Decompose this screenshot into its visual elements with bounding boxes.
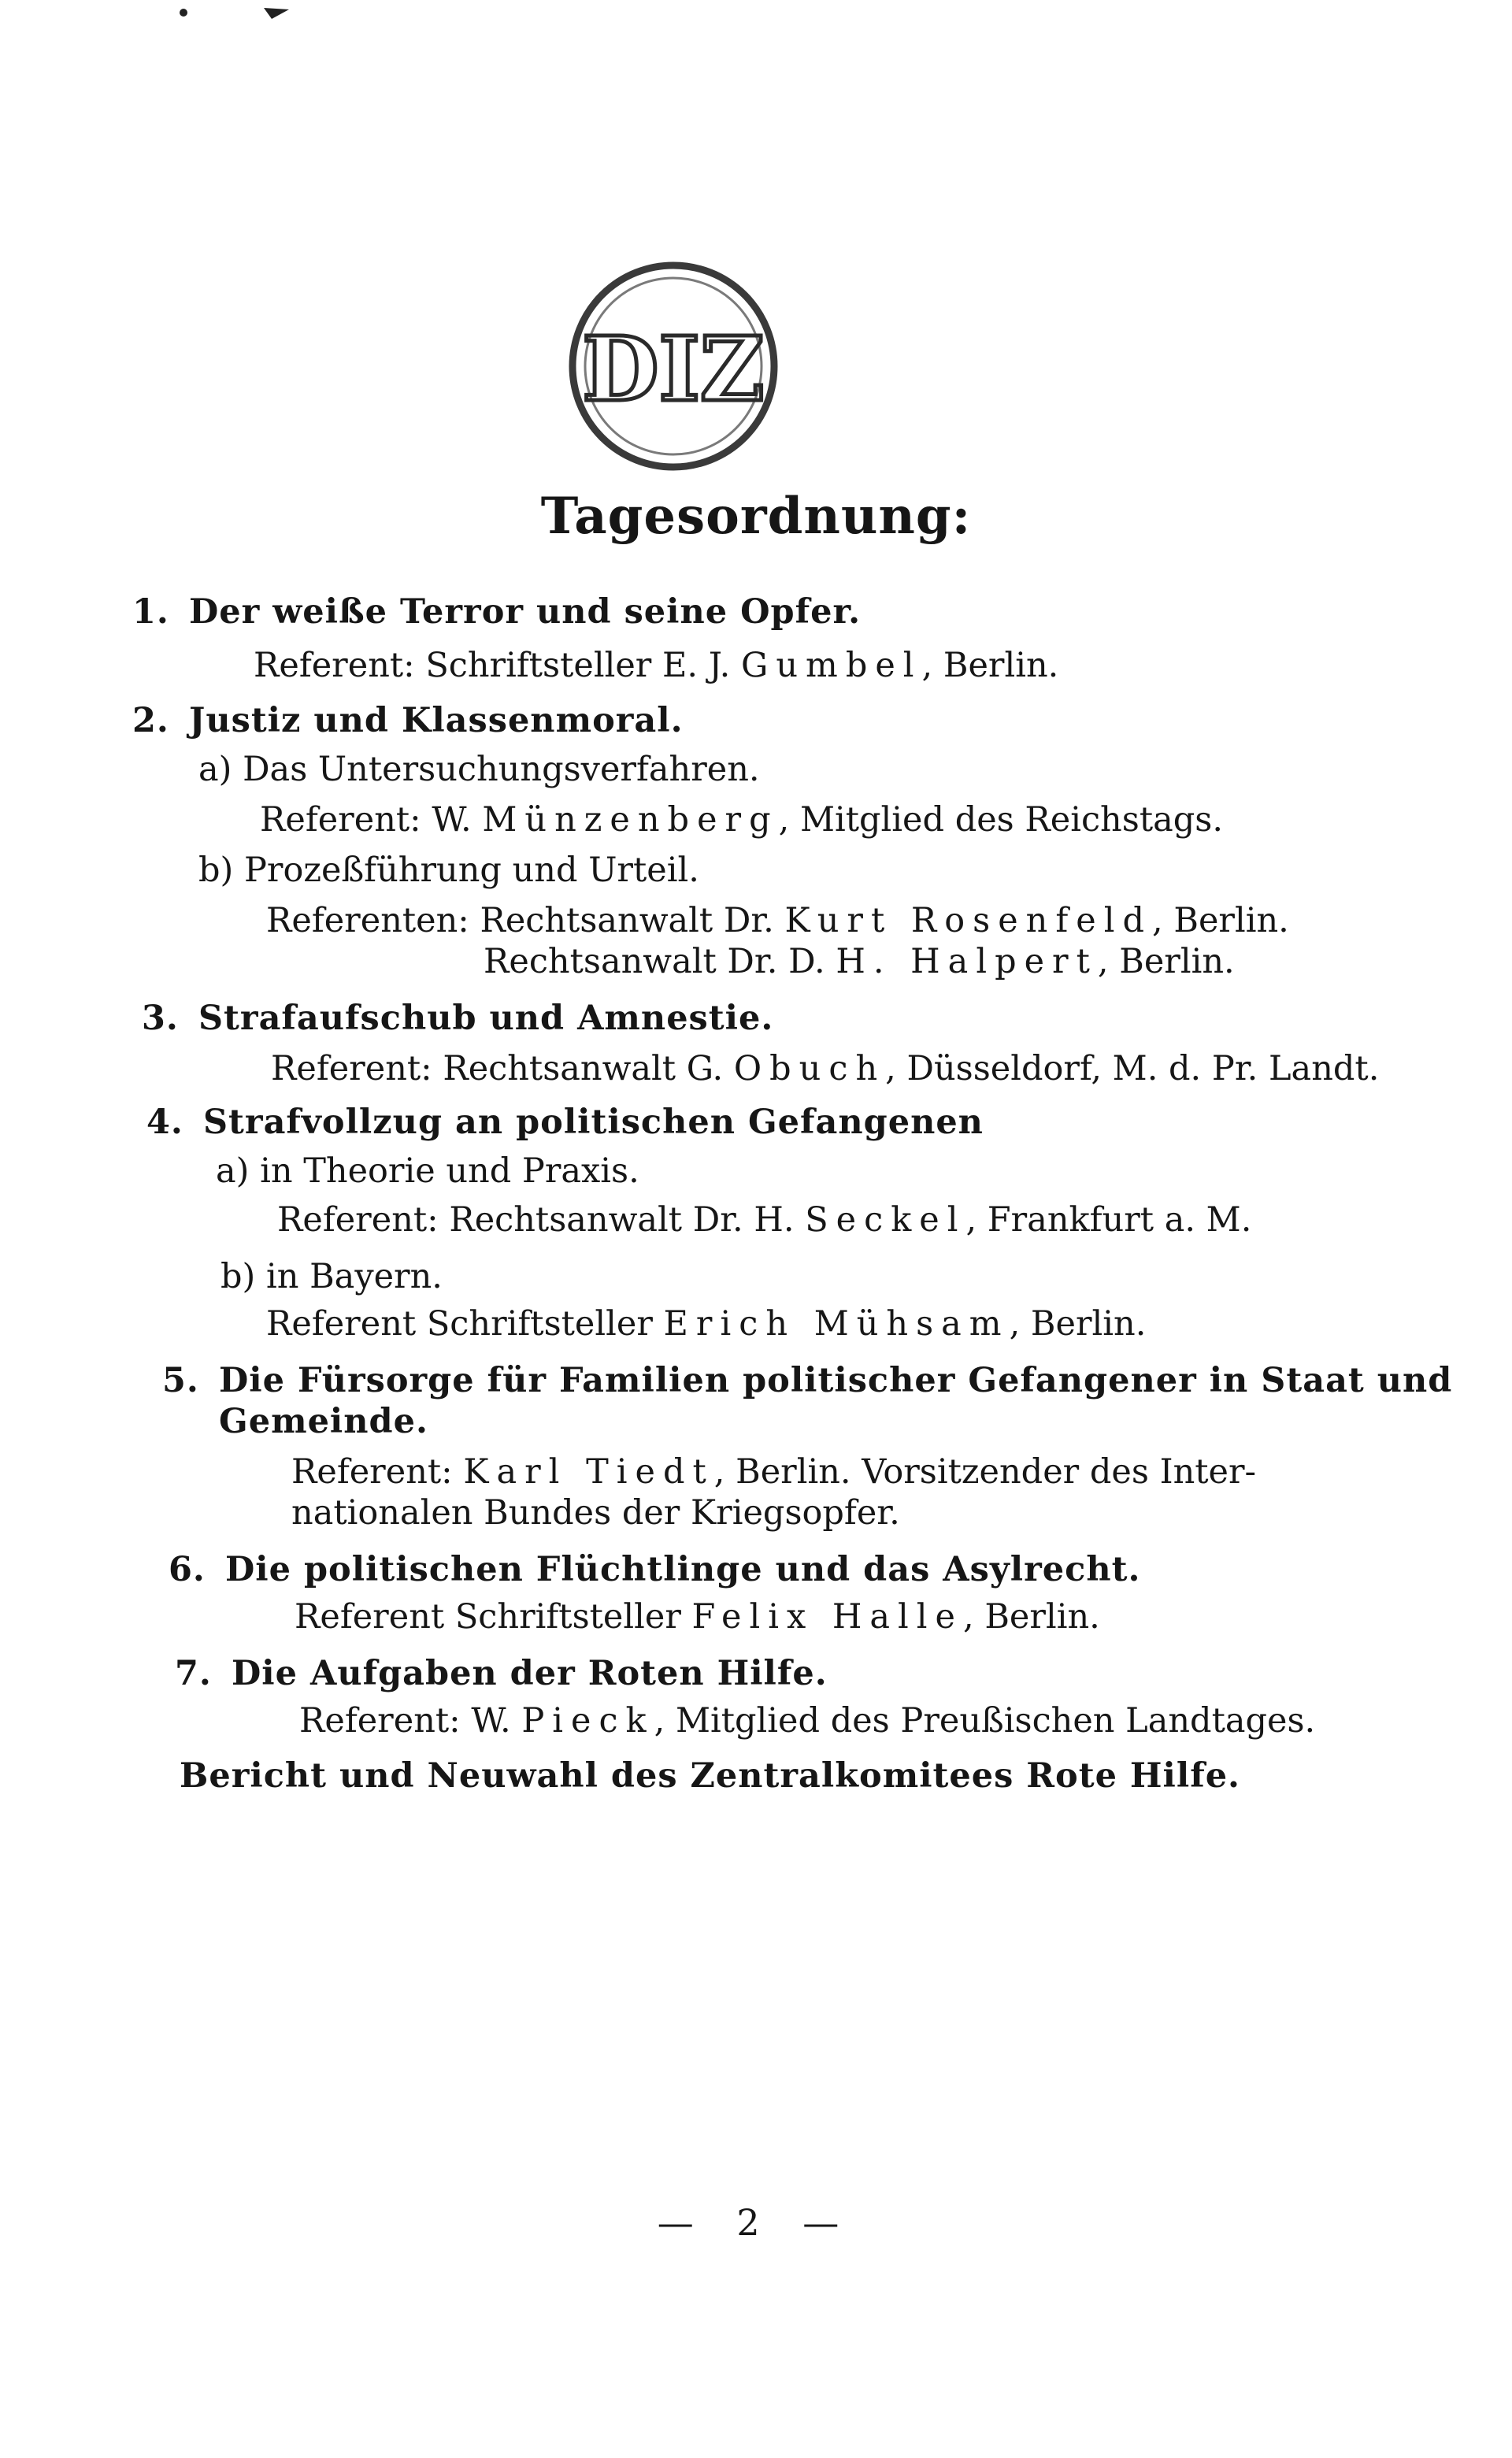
speaker-line (254, 643, 1058, 688)
item-number: 3. (142, 999, 179, 1038)
speaker-line (277, 1197, 1251, 1243)
item-heading: Strafvollzug an politischen Gefangenen (203, 1103, 984, 1142)
subitem-label: a) in Theorie und Praxis. (216, 1151, 639, 1191)
speaker-role: Referent: W. (260, 800, 483, 840)
corner-ink-marks (177, 5, 295, 22)
agenda-item-2 (132, 698, 684, 743)
speaker-role: Referent: W. (299, 1701, 522, 1741)
speaker-place: , Berlin. Vorsitzender des Inter- (713, 1452, 1257, 1492)
speaker-role: Rechtsanwalt Dr. D. (484, 942, 836, 981)
item-number: 2. (132, 701, 169, 740)
speaker-place: , Berlin. (921, 646, 1059, 685)
subitem-label: b) Prozeßführung und Urteil. (198, 851, 699, 890)
speaker-role: Referent Schriftsteller (266, 1304, 664, 1344)
archive-stamp (563, 260, 784, 473)
speaker-role: Referent: (291, 1452, 464, 1492)
speaker-place: , Berlin. (1152, 901, 1289, 940)
speaker-role: Referent: Rechtsanwalt Dr. H. (277, 1200, 806, 1240)
speaker-line (271, 1046, 1379, 1092)
subitem-label: b) in Bayern. (220, 1257, 443, 1296)
speaker-name: Felix Halle (691, 1597, 963, 1637)
speaker-place: , Mitglied des Reichstags. (778, 800, 1223, 840)
agenda-item-3 (142, 995, 773, 1041)
item-number: 7. (175, 1654, 212, 1693)
item-number: 4. (146, 1103, 183, 1142)
speaker-place: , Mitglied des Preußischen Landtages. (654, 1701, 1316, 1741)
closing-line: Bericht und Neuwahl des Zentralkomitees Rote Hilfe. (180, 1756, 1241, 1796)
speaker-place: , Frankfurt a. M. (965, 1200, 1252, 1240)
item-number: 1. (132, 592, 169, 632)
speaker-name: Obuch (733, 1049, 886, 1088)
speaker-name: Münzenberg (482, 800, 779, 840)
speaker-place: , Berlin. (1097, 942, 1235, 981)
speaker-line (266, 898, 1289, 944)
speaker-role: Referent: Rechtsanwalt G. (271, 1049, 734, 1088)
item-heading: Die Aufgaben der Roten Hilfe. (232, 1654, 828, 1693)
speaker-place: , Berlin. (1009, 1304, 1147, 1344)
speaker-role: Referenten: Rechtsanwalt Dr. (266, 901, 785, 940)
agenda-item-4 (146, 1099, 984, 1145)
speaker-line (295, 1594, 1100, 1640)
speaker-name: Kurt Rosenfeld (784, 901, 1153, 940)
speaker-role: Referent: Schriftsteller E. J. (254, 646, 741, 685)
page-number: — 2 — (657, 2201, 855, 2244)
page-title: Tagesordnung: (540, 487, 972, 546)
speaker-line (291, 1449, 1256, 1495)
speaker-line (266, 1301, 1146, 1347)
agenda-item-6 (169, 1547, 1140, 1592)
speaker-name: Gumbel (741, 646, 922, 685)
item-heading: Der weiße Terror und seine Opfer. (189, 592, 862, 632)
speaker-place: , Berlin. (963, 1597, 1100, 1637)
item-heading: Strafaufschub und Amnestie. (198, 999, 774, 1038)
item-heading: Justiz und Klassenmoral. (189, 701, 684, 740)
agenda-item-5 (162, 1358, 1452, 1403)
item-number: 6. (169, 1550, 206, 1589)
speaker-name: Erich Mühsam (663, 1304, 1010, 1344)
agenda-item-1 (132, 589, 861, 635)
agenda-item-7 (175, 1651, 828, 1696)
item-heading-continued: Gemeinde. (219, 1402, 428, 1441)
subitem-label: a) Das Untersuchungsverfahren. (198, 750, 760, 789)
speaker-line (291, 1490, 900, 1536)
stamp-text: DIZ (582, 318, 765, 421)
speaker-line (484, 939, 1235, 984)
speaker-name: H. Halpert (836, 942, 1098, 981)
item-heading: Die Fürsorge für Familien politischer Gefangener in Staat und (219, 1361, 1453, 1400)
speaker-place: , Düsseldorf, M. d. Pr. Landt. (885, 1049, 1380, 1088)
speaker-role: nationalen Bundes der Kriegsopfer. (291, 1493, 900, 1533)
speaker-name: Pieck (521, 1701, 654, 1741)
speaker-line (260, 797, 1223, 843)
speaker-role: Referent Schriftsteller (295, 1597, 692, 1637)
item-heading: Die politischen Flüchtlinge und das Asylrecht. (225, 1550, 1141, 1589)
speaker-name: Karl Tiedt (463, 1452, 714, 1492)
speaker-line (299, 1698, 1315, 1744)
speaker-name: Seckel (805, 1200, 966, 1240)
item-number: 5. (162, 1361, 199, 1400)
